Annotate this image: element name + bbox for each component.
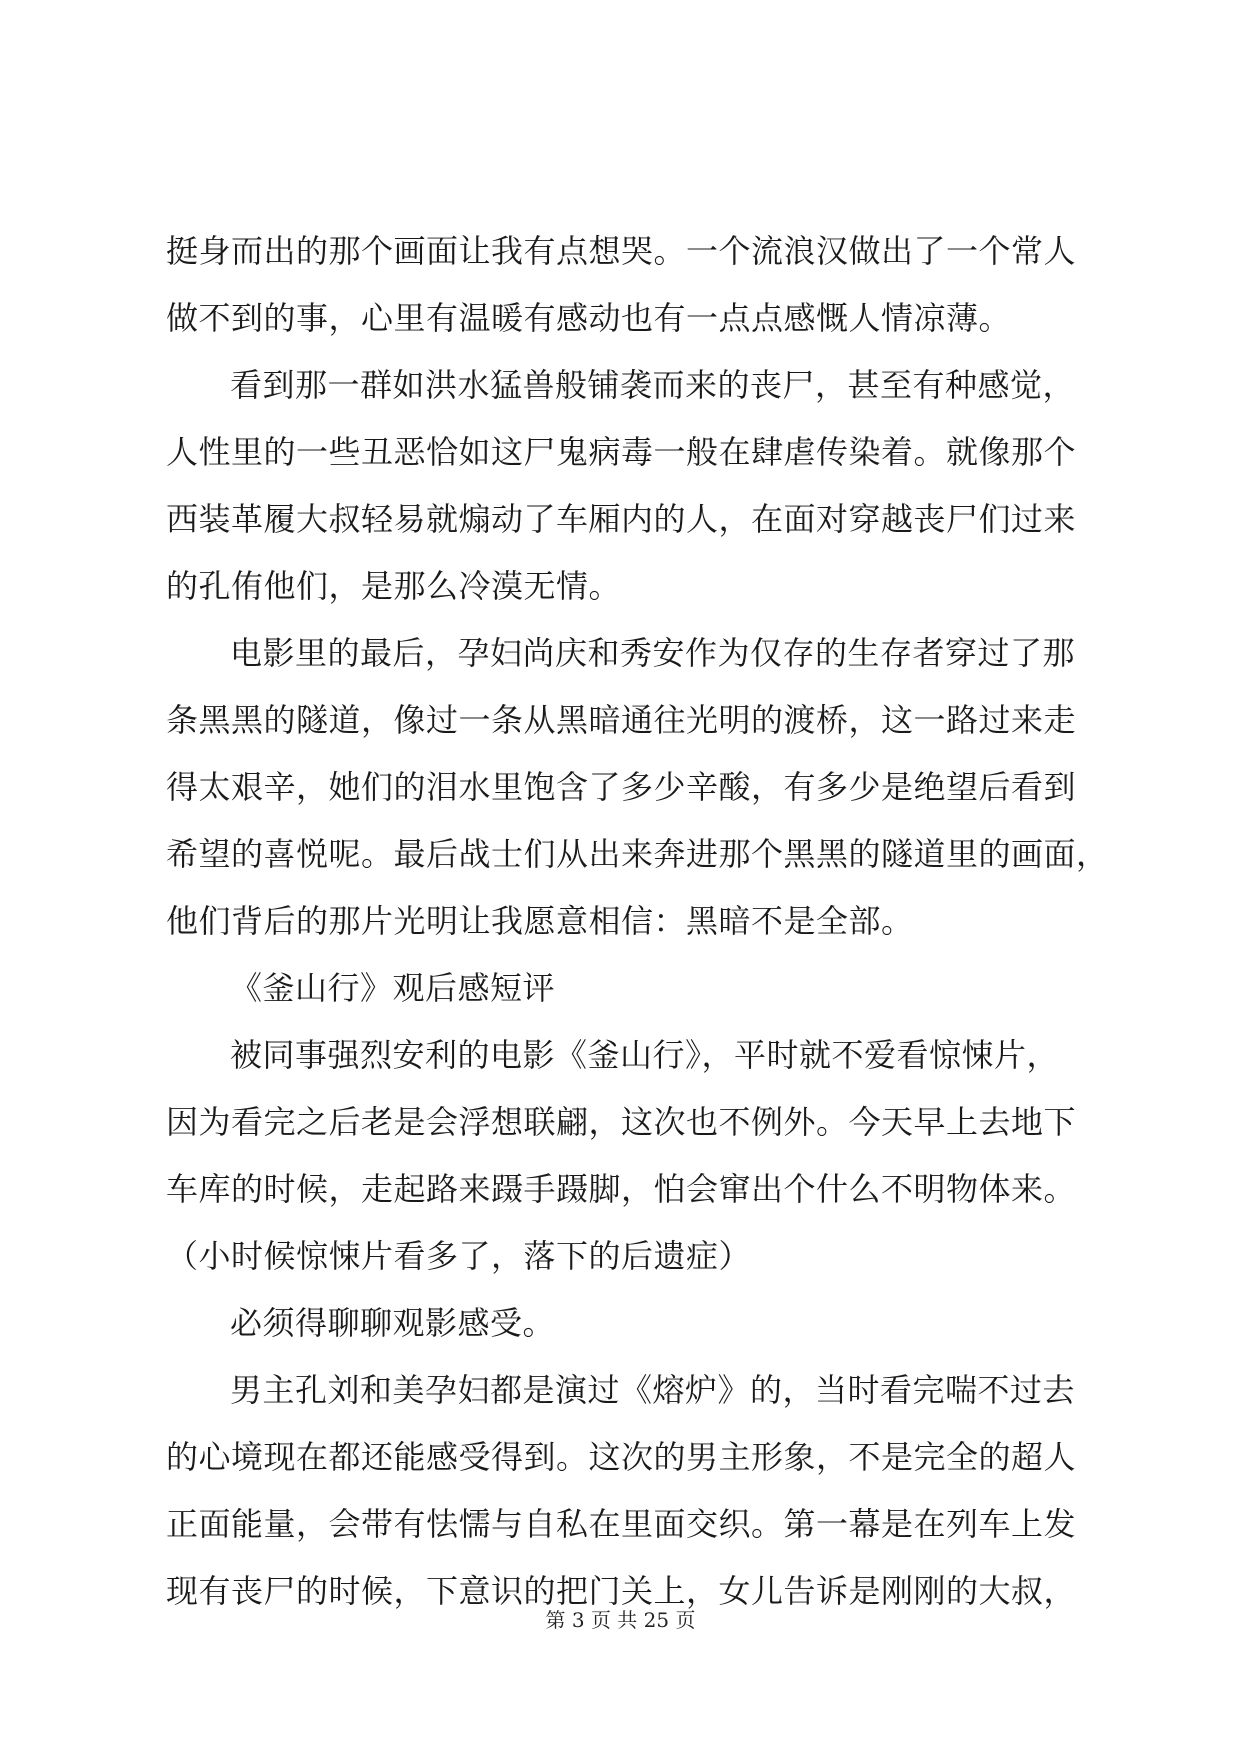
text-line: 车库的时候，走起路来蹑手蹑脚，怕会窜出个什么不明物体来。 — [166, 1170, 1077, 1208]
text-line: 条黑黑的隧道，像过一条从黑暗通往光明的渡桥，这一路过来走 — [166, 701, 1077, 739]
text-line: 男主孔刘和美孕妇都是演过《熔炉》的，当时看完喘不过去 — [230, 1371, 1076, 1409]
text-line: 看到那一群如洪水猛兽般铺袭而来的丧尸，甚至有种感觉， — [230, 366, 1076, 404]
text-line: 现有丧尸的时候，下意识的把门关上，女儿告诉是刚刚的大叔， — [166, 1572, 1077, 1610]
text-line: 挺身而出的那个画面让我有点想哭。一个流浪汉做出了一个常人 — [166, 232, 1077, 270]
text-line: 西装革履大叔轻易就煽动了车厢内的人，在面对穿越丧尸们过来 — [166, 500, 1077, 538]
text-line: 的孔侑他们，是那么冷漠无情。 — [166, 567, 622, 605]
text-line: 电影里的最后，孕妇尚庆和秀安作为仅存的生存者穿过了那 — [230, 634, 1076, 672]
text-line: 的心境现在都还能感受得到。这次的男主形象，不是完全的超人 — [166, 1438, 1077, 1476]
page-number-footer: 第 3 页 共 25 页 — [545, 1608, 696, 1632]
text-line: 人性里的一些丑恶恰如这尸鬼病毒一般在肆虐传染着。就像那个 — [166, 433, 1077, 471]
text-line: 因为看完之后老是会浮想联翩，这次也不例外。今天早上去地下 — [166, 1103, 1077, 1141]
text-line: 正面能量，会带有怯懦与自私在里面交织。第一幕是在列车上发 — [166, 1505, 1077, 1543]
section-heading: 《釜山行》观后感短评 — [230, 969, 556, 1007]
text-line: 他们背后的那片光明让我愿意相信：黑暗不是全部。 — [166, 902, 914, 940]
text-line: 希望的喜悦呢。最后战士们从出来奔进那个黑黑的隧道里的画面， — [166, 835, 1109, 873]
text-line: 得太艰辛，她们的泪水里饱含了多少辛酸，有多少是绝望后看到 — [166, 768, 1077, 806]
text-line: 被同事强烈安利的电影《釜山行》，平时就不爱看惊悚片， — [230, 1036, 1060, 1074]
text-line: 必须得聊聊观影感受。 — [230, 1304, 556, 1342]
text-line: 做不到的事，心里有温暖有感动也有一点点感慨人情凉薄。 — [166, 299, 1012, 337]
text-line: （小时候惊悚片看多了，落下的后遗症） — [166, 1237, 752, 1275]
document-body — [166, 230, 1109, 1637]
